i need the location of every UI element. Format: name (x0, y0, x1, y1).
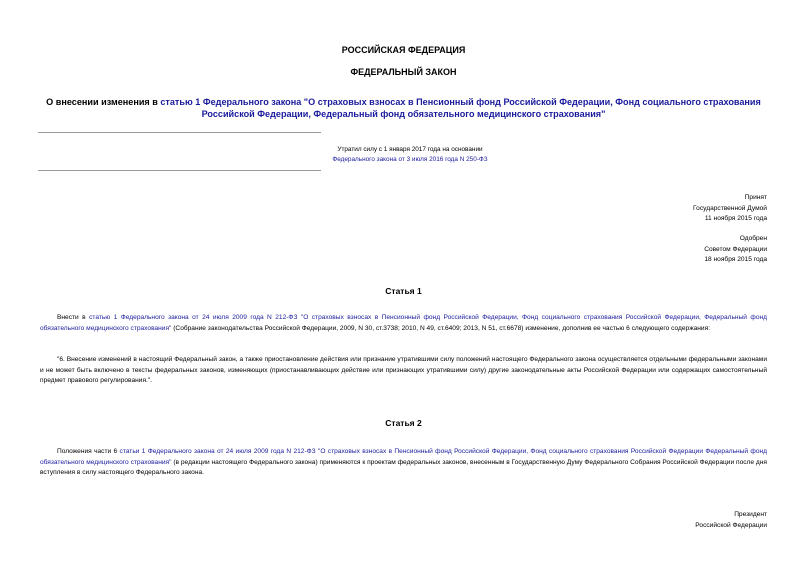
approval-line-3: 18 ноября 2015 года (704, 256, 767, 263)
adoption-line-1: Принят (744, 194, 767, 201)
article-1-paragraph-2 (40, 355, 767, 387)
article-1-title: Статья 1 (385, 286, 422, 296)
adoption-line-2: Государственной Думой (693, 204, 767, 212)
article-2-law-link[interactable]: статьи 1 Федерального закона от 24 июля 2009 года N 212-ФЗ "О страховых взносах в Пенсионный фонд Российской Федерации, Фонд социального страхования Российской Федерации Федеральный фонд обязательного медицинского страхования" (40, 448, 768, 466)
article-2-title: Статья 2 (385, 418, 422, 428)
adoption-line-3: 11 ноября 2015 года (704, 215, 767, 222)
status-divider-top (38, 132, 321, 133)
article-1-p2-text: "6. Внесение изменений в настоящий Федеральный закон, а также приостановление действия или признание утратившими силу положений настоящего Федерального закона осуществляется отдельными федеральными законами и не может быть включено в тексты федеральных законов, изменяющих (приостанавливающих действие или признающих утратившими силу) другие законодательные акты Российской Федерации или содержащих самостоятельный предмет правового регулирования.". (40, 356, 767, 385)
federation-title: РОССИЙСКАЯ ФЕДЕРАЦИЯ (341, 45, 466, 55)
heading-prefix: О внесении изменения в (46, 97, 161, 107)
article-1-p1-prefix: Внести в (57, 314, 90, 321)
signature-block (567, 510, 767, 531)
signature-line-1: Президент (734, 511, 767, 518)
law-type-title: ФЕДЕРАЛЬНЫЙ ЗАКОН (350, 67, 457, 77)
approval-block (567, 234, 767, 266)
article-2-p1-prefix: Положения части 6 (57, 448, 120, 455)
article-1-law-link[interactable]: статью 1 Федерального закона от 24 июля 2009 года N 212-ФЗ "О страховых взносах в Пенсионный фонд Российской Федерации, Фонд социального страхования Российской Федерации, Федеральный фонд обязательного медицинского страхования" (40, 314, 768, 332)
status-repeal-link[interactable]: Федерального закона от 3 июля 2016 года N 250-ФЗ (332, 156, 488, 163)
adoption-block (567, 193, 767, 225)
article-1-p1-suffix: (Собрание законодательства Российской Федерации, 2009, N 30, ст.3738; 2010, N 49, ст.6409; 2013, N 51, ст.6678) изменение, дополнив ее частью 6 следующего содержания: (171, 324, 711, 332)
approval-line-1: Одобрен (739, 235, 767, 242)
status-divider-bottom (38, 170, 321, 171)
heading-article-link[interactable]: статью 1 Федерального закона "О страховых взносах в Пенсионный фонд Российской Федерации, Фонд социального страхования Российской Федерации, Федеральный фонд обязательного медицинского страхования" (160, 97, 761, 119)
status-line-1: Утратил силу с 1 января 2017 года на основании (337, 146, 483, 153)
article-1-paragraph-1 (40, 313, 767, 334)
article-2-p1-suffix: (в редакции настоящего Федерального закона) применяются к проектам федеральных законов, внесенным в Государственную Думу Федерального Собрания Российской Федерации после дня вступления в силу настоящего Федерального закона. (40, 458, 767, 477)
article-2-paragraph-1 (40, 447, 767, 479)
signature-line-2: Российской Федерации (695, 521, 767, 529)
law-heading (40, 96, 767, 120)
approval-line-2: Советом Федерации (704, 245, 767, 253)
